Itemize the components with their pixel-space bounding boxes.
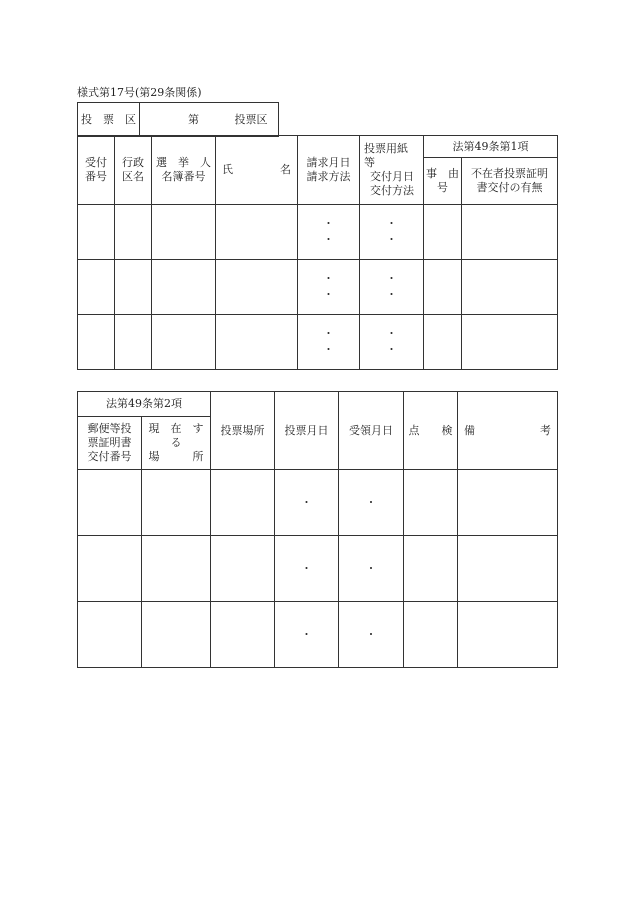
cell-certificate[interactable]	[462, 260, 558, 315]
cell-ballot[interactable]: ・ ・	[360, 315, 424, 370]
cell-current-location[interactable]	[142, 602, 211, 668]
header-reason: 事 由 号	[424, 158, 462, 205]
cell-request[interactable]: ・ ・	[298, 205, 360, 260]
cell-voter-register-no[interactable]	[152, 315, 216, 370]
table-row	[78, 536, 558, 602]
cell-ballot[interactable]: ・ ・	[360, 205, 424, 260]
cell-ballot[interactable]: ・ ・	[360, 260, 424, 315]
header-remarks: 備 考	[458, 392, 558, 470]
cell-receipt-date[interactable]: ・	[339, 602, 404, 668]
header-current-location: 現 在 す る 場 所	[142, 417, 211, 470]
header-ballot: 投票用紙 等 交付月日 交付方法	[360, 136, 424, 205]
cell-receipt-date[interactable]: ・	[339, 536, 404, 602]
cell-receipt-no[interactable]	[78, 205, 115, 260]
district-table	[77, 102, 279, 137]
header-certificate: 不在者投票証明 書交付の有無	[462, 158, 558, 205]
cell-postal-cert-no[interactable]	[78, 536, 142, 602]
header-admin-ward: 行政 区名	[115, 136, 152, 205]
cell-inspection[interactable]	[404, 536, 458, 602]
cell-postal-cert-no[interactable]	[78, 470, 142, 536]
header-voting-date: 投票月日	[275, 392, 339, 470]
ballot-request-table	[77, 135, 558, 370]
cell-receipt-date[interactable]: ・	[339, 470, 404, 536]
header-postal-cert-no: 郵便等投 票証明書 交付番号	[78, 417, 142, 470]
cell-current-location[interactable]	[142, 470, 211, 536]
district-suffix: 投票区	[234, 112, 268, 126]
header-inspection: 点 検	[404, 392, 458, 470]
cell-voting-place[interactable]	[211, 470, 275, 536]
cell-remarks[interactable]	[458, 602, 558, 668]
district-label: 投 票 区	[78, 103, 140, 137]
cell-admin-ward[interactable]	[115, 315, 152, 370]
cell-voter-register-no[interactable]	[152, 205, 216, 260]
table-row	[78, 260, 558, 315]
table-row	[78, 602, 558, 668]
cell-remarks[interactable]	[458, 470, 558, 536]
cell-voting-place[interactable]	[211, 602, 275, 668]
form-title: 様式第17号(第29条関係)	[77, 86, 202, 99]
cell-voting-place[interactable]	[211, 536, 275, 602]
cell-admin-ward[interactable]	[115, 205, 152, 260]
header-receipt-date: 受領月日	[339, 392, 404, 470]
cell-name[interactable]	[216, 315, 298, 370]
district-value[interactable]	[140, 103, 279, 137]
cell-voter-register-no[interactable]	[152, 260, 216, 315]
table-row	[78, 470, 558, 536]
cell-name[interactable]	[216, 260, 298, 315]
header-voting-place: 投票場所	[211, 392, 275, 470]
cell-name[interactable]	[216, 205, 298, 260]
cell-voting-date[interactable]: ・	[275, 536, 339, 602]
cell-remarks[interactable]	[458, 536, 558, 602]
cell-receipt-no[interactable]	[78, 260, 115, 315]
header-voter-register-no: 選 挙 人 名簿番号	[152, 136, 216, 205]
header-law-49-1: 法第49条第1項	[424, 136, 558, 158]
table-row	[78, 315, 558, 370]
cell-certificate[interactable]	[462, 205, 558, 260]
cell-inspection[interactable]	[404, 602, 458, 668]
postal-vote-table	[77, 391, 558, 668]
district-prefix: 第	[188, 112, 199, 126]
header-law-49-2: 法第49条第2項	[78, 392, 211, 417]
cell-inspection[interactable]	[404, 470, 458, 536]
cell-reason[interactable]	[424, 315, 462, 370]
cell-voting-date[interactable]: ・	[275, 470, 339, 536]
cell-voting-date[interactable]: ・	[275, 602, 339, 668]
header-receipt-no: 受付 番号	[78, 136, 115, 205]
cell-reason[interactable]	[424, 260, 462, 315]
cell-admin-ward[interactable]	[115, 260, 152, 315]
cell-request[interactable]: ・ ・	[298, 260, 360, 315]
cell-postal-cert-no[interactable]	[78, 602, 142, 668]
header-name: 氏 名	[216, 136, 298, 205]
header-request: 請求月日 請求方法	[298, 136, 360, 205]
cell-current-location[interactable]	[142, 536, 211, 602]
cell-receipt-no[interactable]	[78, 315, 115, 370]
cell-request[interactable]: ・ ・	[298, 315, 360, 370]
cell-reason[interactable]	[424, 205, 462, 260]
cell-certificate[interactable]	[462, 315, 558, 370]
table-row	[78, 205, 558, 260]
